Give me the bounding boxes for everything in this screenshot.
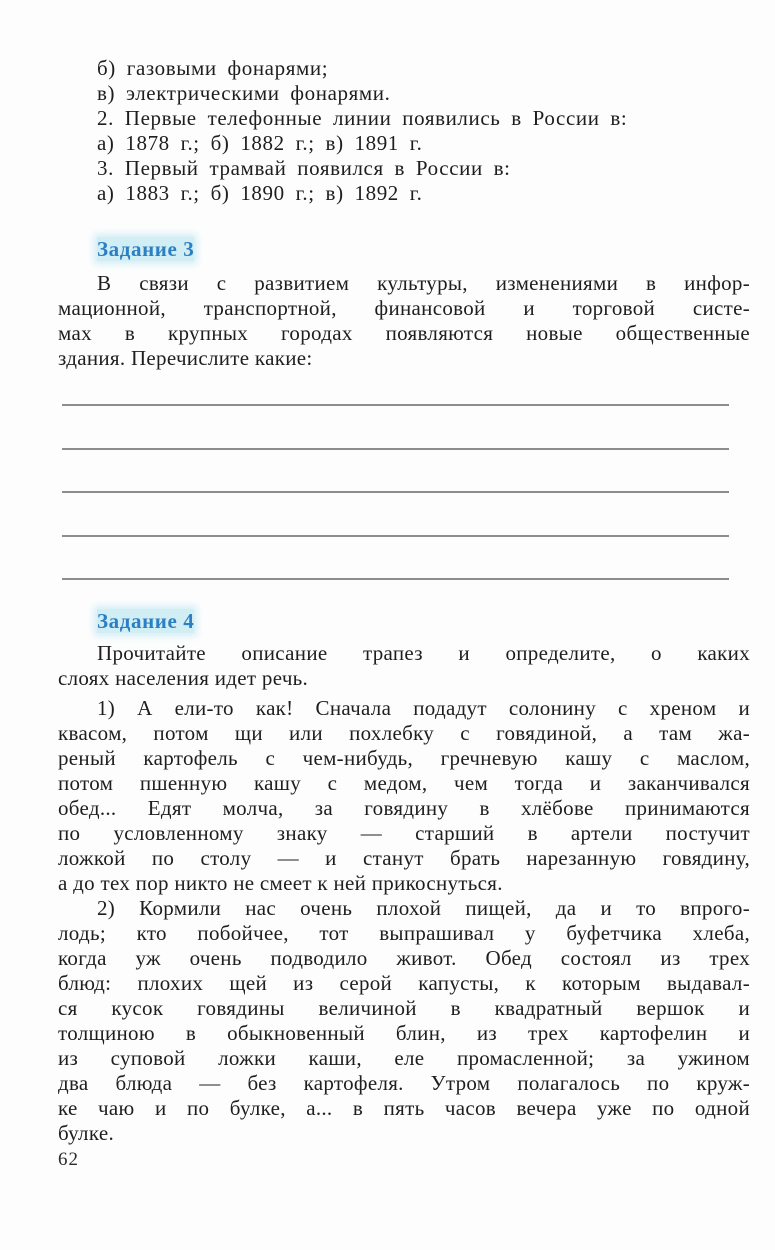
answer-rule-line bbox=[62, 491, 729, 493]
text-line: 3. Первый трамвай появился в России в: bbox=[97, 156, 511, 180]
text-line: в) электрическими фонарями. bbox=[97, 81, 391, 105]
text-line: по условленному знаку — старший в артели постучит bbox=[58, 821, 750, 845]
text-line: потом пшенную кашу с медом, чем тогда и заканчивался bbox=[58, 771, 750, 795]
text-line: ке чаю и по булке, а... в пять часов вечера уже по одной bbox=[58, 1096, 750, 1120]
task4-intro bbox=[58, 641, 750, 691]
answer-rule-line bbox=[62, 404, 729, 406]
text-line: слоях населения идет речь. bbox=[58, 666, 309, 690]
task4-paragraph-1 bbox=[58, 696, 750, 896]
text-line: здания. Перечислите какие: bbox=[58, 346, 313, 370]
text-line: 1) А ели-то как! Сначала подадут солонину с хреном и bbox=[97, 696, 750, 720]
text-line: два блюда — без картофеля. Утром полагалось по круж- bbox=[58, 1071, 750, 1095]
answer-rule-line bbox=[62, 578, 729, 580]
task4-heading-label: Задание 4 bbox=[97, 609, 195, 633]
text-line: б) газовыми фонарями; bbox=[97, 56, 329, 80]
text-line: квасом, потом щи или похлебку с говядиной, а там жа- bbox=[58, 721, 750, 745]
text-line: 2. Первые телефонные линии появились в России в: bbox=[97, 106, 628, 130]
text-line: а) 1878 г.; б) 1882 г.; в) 1891 г. bbox=[97, 131, 423, 155]
task3-heading-label: Задание 3 bbox=[97, 237, 195, 261]
text-line: лодь; кто побойчее, тот выпрашивал у буфетчика хлеба, bbox=[58, 921, 750, 945]
page-number: 62 bbox=[58, 1149, 79, 1170]
text-line: ся кусок говядины величиной в квадратный вершок и bbox=[58, 996, 750, 1020]
task3-heading bbox=[97, 237, 194, 262]
text-line: толщиною в обыкновенный блин, из трех картофелин и bbox=[58, 1021, 750, 1045]
text-line: ложкой по столу — и станут брать нарезанную говядину, bbox=[58, 846, 750, 870]
text-line: а) 1883 г.; б) 1890 г.; в) 1892 г. bbox=[97, 181, 423, 205]
text-line: В связи с развитием культуры, изменениями в инфор- bbox=[97, 271, 750, 295]
task3-body bbox=[58, 271, 750, 371]
text-line: обед... Едят молча, за говядину в хлёбове принимаются bbox=[58, 796, 750, 820]
text-line: когда уж очень подводило живот. Обед состоял из трех bbox=[58, 946, 750, 970]
answer-rule-line bbox=[62, 535, 729, 537]
text-line: 2) Кормили нас очень плохой пищей, да и то впрого- bbox=[97, 896, 750, 920]
text-line: реный картофель с чем-нибудь, гречневую кашу с маслом, bbox=[58, 746, 750, 770]
task4-paragraph-2 bbox=[58, 896, 750, 1146]
quiz-options-block bbox=[58, 56, 750, 206]
text-line: мационной, транспортной, финансовой и торговой систе- bbox=[58, 296, 750, 320]
text-line: из суповой ложки каши, еле промасленной; за ужином bbox=[58, 1046, 750, 1070]
text-line: мах в крупных городах появляются новые общественные bbox=[58, 321, 750, 345]
text-line: блюд: плохих щей из серой капусты, к которым выдавал- bbox=[58, 971, 750, 995]
task4-heading bbox=[97, 609, 194, 634]
answer-rule-line bbox=[62, 448, 729, 450]
text-line: булке. bbox=[58, 1121, 114, 1145]
text-line: а до тех пор никто не смеет к ней прикоснуться. bbox=[58, 871, 503, 895]
text-line: Прочитайте описание трапез и определите, о каких bbox=[97, 641, 750, 665]
